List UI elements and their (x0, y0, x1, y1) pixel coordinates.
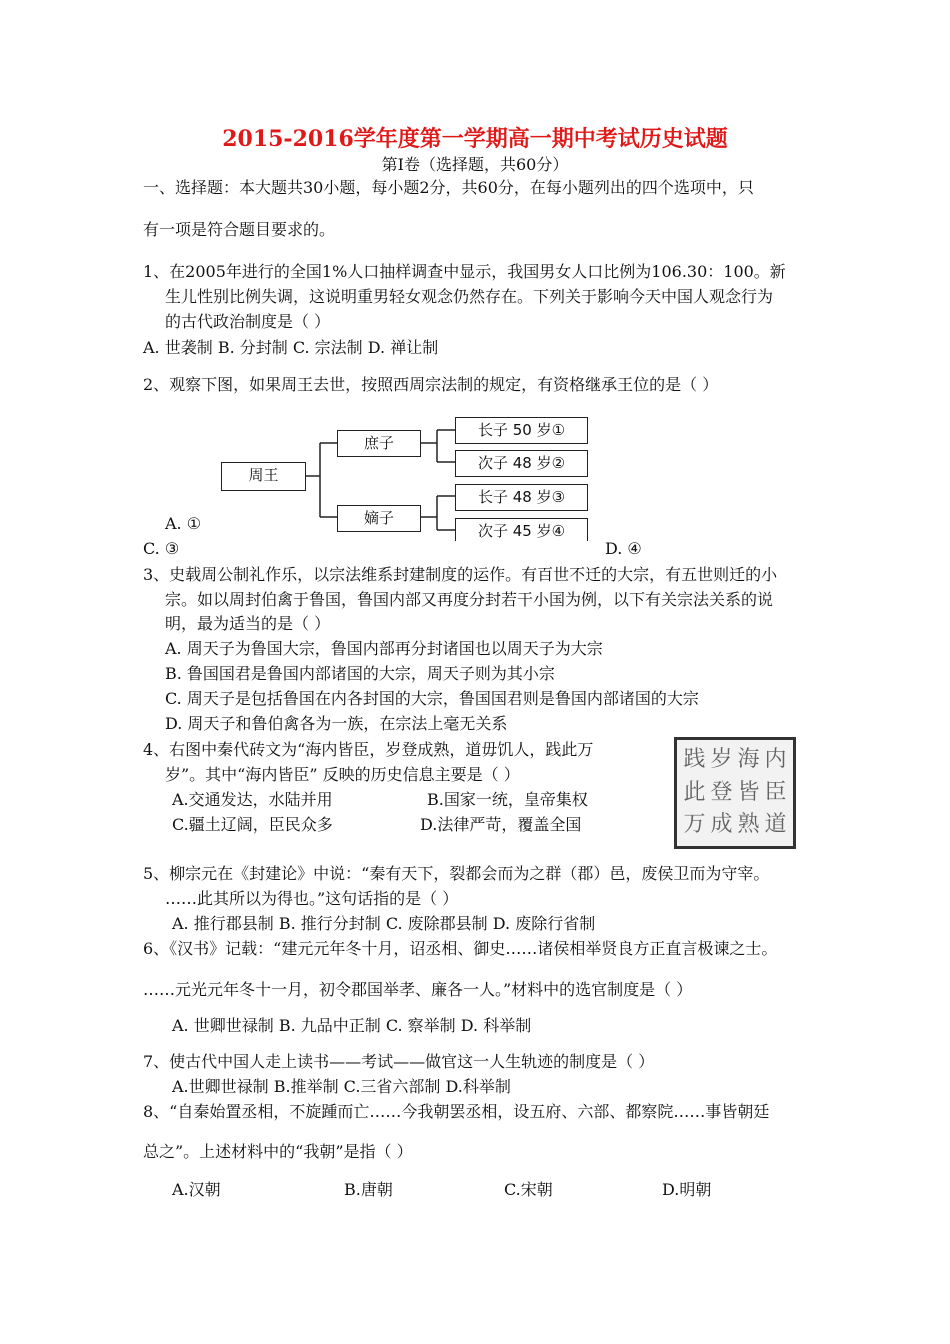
diagram-leaf-3: 长子 48 岁③ (455, 484, 588, 511)
q3-option-d: D. 周天子和鲁伯禽各为一族，在宗法上毫无关系 (165, 714, 508, 733)
q2-stem: 2、观察下图，如果周王去世，按照西周宗法制的规定，有资格继承王位的是（ ） (143, 375, 719, 394)
q6-line-2: ……元光元年冬十一月，初令郡国举孝、廉各一人。”材料中的选官制度是（ ） (143, 980, 693, 999)
q8-option-d: D.明朝 (662, 1180, 712, 1199)
diagram-leaf-1: 长子 50 岁① (455, 417, 588, 444)
q3-option-c: C. 周天子是包括鲁国在内各封国的大宗，鲁国国君则是鲁国内部诸国的大宗 (165, 689, 699, 708)
q8-option-a: A.汉朝 (172, 1180, 221, 1199)
q4-line-2: 岁”。其中“海内皆臣” 反映的历史信息主要是（ ） (165, 765, 520, 784)
q4-option-b: B.国家一统，皇帝集权 (427, 790, 588, 809)
diagram-leaf-4: 次子 45 岁④ (455, 518, 588, 541)
q1-line-3: 的古代政治制度是（ ） (165, 312, 331, 331)
q3-option-b: B. 鲁国国君是鲁国内部诸国的大宗，周天子则为其小宗 (165, 664, 555, 683)
q7-stem: 7、使古代中国人走上读书——考试——做官这一人生轨迹的制度是（ ） (143, 1052, 655, 1071)
q8-line-1: 8、“自秦始置丞相，不旋踵而亡……今我朝罢丞相，设五府、六部、都察院……事皆朝廷 (143, 1102, 770, 1121)
q2-option-a: A. ① (165, 514, 202, 533)
q1-line-1: 1、在2005年进行的全国1%人口抽样调查中显示，我国男女人口比例为106.30：100。新 (143, 262, 786, 281)
diagram-node-legitimate-son: 嫡子 (337, 505, 421, 532)
q1-line-2: 生儿性别比例失调，这说明重男轻女观念仍然存在。下列关于影响今天中国人观念行为 (165, 287, 774, 306)
q6-options: A. 世卿世禄制 B. 九品中正制 C. 察举制 D. 科举制 (172, 1016, 532, 1035)
q8-option-b: B.唐朝 (344, 1180, 393, 1199)
q8-option-c: C.宋朝 (504, 1180, 553, 1199)
q3-line-3: 明，最为适当的是（ ） (165, 614, 331, 633)
intro-line-1: 一、选择题：本大题共30小题，每小题2分，共60分，在每小题列出的四个选项中，只 (143, 178, 754, 197)
q2-option-d: D. ④ (605, 539, 642, 558)
qin-brick-inscription-image (674, 737, 796, 849)
q4-option-c: C.疆土辽阔，臣民众多 (172, 815, 333, 834)
diagram-node-zhou-king: 周王 (221, 462, 306, 491)
q4-option-a: A.交通发达，水陆并用 (172, 790, 333, 809)
q4-line-1: 4、右图中秦代砖文为“海内皆臣，岁登成熟，道毋饥人，践此万 (143, 740, 594, 759)
q6-line-1: 6、《汉书》记载：“建元元年冬十月，诏丞相、御史……诸侯相举贤良方正直言极谏之士。 (143, 939, 778, 958)
q3-line-2: 宗。如以周封伯禽于鲁国，鲁国内部又再度分封若干小国为例，以下有关宗法关系的说 (165, 590, 774, 609)
page-title: 2015-2016学年度第一学期高一期中考试历史试题 (222, 126, 728, 152)
q7-options: A.世卿世禄制 B.推举制 C.三省六部制 D.科举制 (172, 1077, 511, 1096)
seal-characters: 践 岁 海 内 此 登 皆 臣 万 成 熟 道 (683, 747, 787, 838)
intro-line-2: 有一项是符合题目要求的。 (143, 220, 336, 239)
q4-option-d: D.法律严苛，覆盖全国 (420, 815, 582, 834)
q5-options: A. 推行郡县制 B. 推行分封制 C. 废除郡县制 D. 废除行省制 (172, 914, 596, 933)
q2-option-c: C. ③ (143, 539, 180, 558)
q5-line-2: ……此其所以为得也。”这句话指的是（ ） (165, 889, 459, 908)
diagram-leaf-2: 次子 48 岁② (455, 450, 588, 477)
diagram-node-concubine-son: 庶子 (337, 430, 421, 457)
q3-line-1: 3、史载周公制礼作乐，以宗法维系封建制度的运作。有百世不迁的大宗，有五世则迁的小 (143, 565, 778, 584)
section-subtitle: 第Ⅰ卷（选择题，共60分） (381, 155, 569, 174)
q5-line-1: 5、柳宗元在《封建论》中说：“秦有天下，裂都会而为之群（郡）邑，废侯卫而为守宰。 (143, 864, 770, 883)
q1-options: A. 世袭制 B. 分封制 C. 宗法制 D. 禅让制 (143, 338, 439, 357)
q8-line-2: 总之”。上述材料中的“我朝”是指（ ） (143, 1142, 413, 1161)
q3-option-a: A. 周天子为鲁国大宗，鲁国内部再分封诸国也以周天子为大宗 (165, 639, 603, 658)
